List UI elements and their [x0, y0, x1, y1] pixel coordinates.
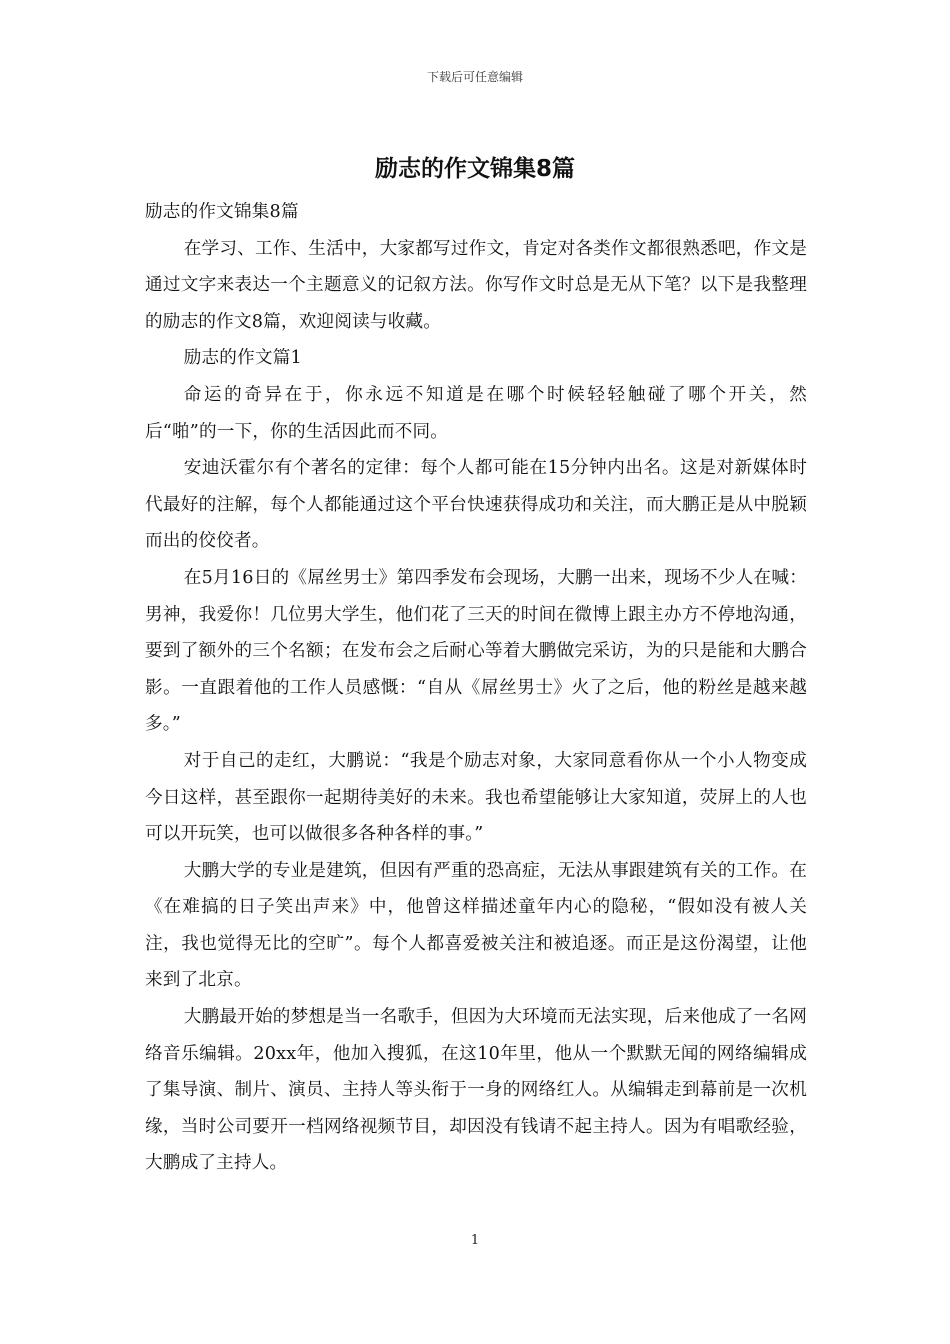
body-paragraph: 安迪沃霍尔有个著名的定律：每个人都可能在15分钟内出名。这是对新媒体时代最好的注解，每个人都能通过这个平台快速获得成功和关注，而大鹏正是从中脱颖而出的佼佼者。 — [145, 458, 807, 552]
document-body — [145, 194, 807, 1182]
body-paragraph: 命运的奇异在于，你永远不知道是在哪个时候轻轻触碰了哪个开关，然后“啪”的一下，你的生活因此而不同。 — [145, 384, 807, 442]
body-paragraph: 励志的作文锦集8篇 — [145, 202, 299, 222]
header-note: 下载后可任意编辑 — [426, 70, 523, 84]
document-title: 励志的作文锦集8篇 — [374, 156, 575, 182]
body-paragraph: 在学习、工作、生活中，大家都写过作文，肯定对各类作文都很熟悉吧，作文是通过文字来表达一个主题意义的记叙方法。你写作文时总是无从下笔？以下是我整理的励志的作文8篇，欢迎阅读与收藏。 — [145, 238, 807, 332]
body-paragraph: 大鹏最开始的梦想是当一名歌手，但因为大环境而无法实现，后来他成了一名网络音乐编辑。20xx年，他加入搜狐，在这10年里，他从一个默默无闻的网络编辑成了集导演、制片、演员、主持人等头衔于一身的网络红人。从编辑走到幕前是一次机缘，当时公司要开一档网络视频节目，却因没有钱请不起主持人。因为有唱歌经验，大鹏成了主持人。 — [145, 1007, 807, 1174]
body-paragraph: 励志的作文篇1 — [183, 348, 302, 369]
body-paragraph: 在5月16日的《屌丝男士》第四季发布会现场，大鹏一出来，现场不少人在喊：男神，我爱你！几位男大学生，他们花了三天的时间在微博上跟主办方不停地沟通，要到了额外的三个名额；在发布会之后耐心等着大鹏做完采访，为的只是能和大鹏合影。一直跟着他的工作人员感慨：“自从《屌丝男士》火了之后，他的粉丝是越来越多。” — [145, 567, 807, 735]
body-paragraph: 对于自己的走红，大鹏说：“我是个励志对象，大家同意看你从一个小人物变成今日这样，甚至跟你一起期待美好的未来。我也希望能够让大家知道，荧屏上的人也可以开玩笑，也可以做很多各种各样的事。” — [145, 750, 807, 845]
page-number: 1 — [470, 1233, 480, 1248]
body-paragraph: 大鹏大学的专业是建筑，但因有严重的恐高症，无法从事跟建筑有关的工作。在《在难搞的日子笑出声来》中，他曾这样描述童年内心的隐秘，“假如没有被人关注，我也觉得无比的空旷”。每个人都喜爱被关注和被追逐。而正是这份渴望，让他来到了北京。 — [145, 860, 807, 991]
